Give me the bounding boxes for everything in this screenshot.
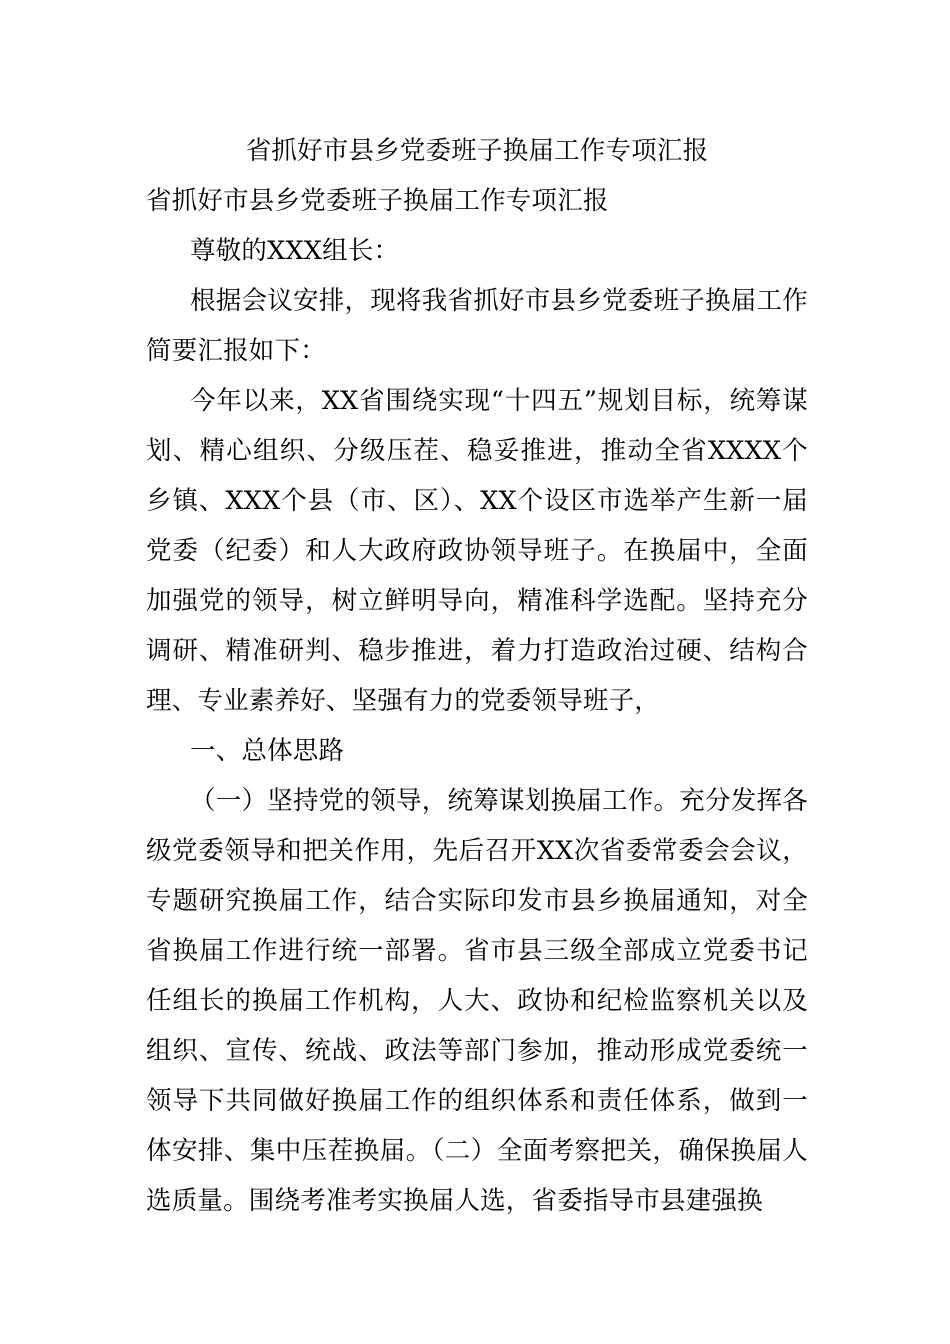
- paragraph-section-one: （一）坚持党的领导，统筹谋划换届工作。充分发挥各级党委领导和把关作用，先后召开XX次省委常委会会议，专题研究换届工作，结合实际印发市县乡换届通知，对全省换届工作进行统一部署。省市县三级全部成立党委书记任组长的换届工作机构，人大、政协和纪检监察机关以及组织、宣传、统战、政法等部门参加，推动形成党委统一领导下共同做好换届工作的组织体系和责任体系，做到一体安排、集中压茬换届。（二）全面考察把关，确保换届人选质量。围绕考准考实换届人选，省委指导市县建强换: [146, 786, 808, 1216]
- salutation: 尊敬的XXX组长：: [190, 236, 400, 266]
- section-heading: 一、总体思路: [190, 736, 345, 766]
- paragraph-overview: 今年以来，XX省围绕实现“十四五”规划目标，统筹谋划、精心组织、分级压茬、稳妥推进，推动全省XXXX个乡镇、XXX个县（市、区）、XX个设区市选举产生新一届党委（纪委）和人大政府政协领导班子。在换届中，全面加强党的领导，树立鲜明导向，精准科学选配。坚持充分调研、精准研判、稳步推进，着力打造政治过硬、结构合理、专业素养好、坚强有力的党委领导班子，: [146, 386, 808, 716]
- paragraph-intro: 根据会议安排，现将我省抓好市县乡党委班子换届工作简要汇报如下：: [146, 286, 808, 366]
- document-subtitle: 省抓好市县乡党委班子换届工作专项汇报: [146, 186, 609, 216]
- document-title: 省抓好市县乡党委班子换届工作专项汇报: [245, 136, 709, 166]
- document-body: [146, 126, 808, 1226]
